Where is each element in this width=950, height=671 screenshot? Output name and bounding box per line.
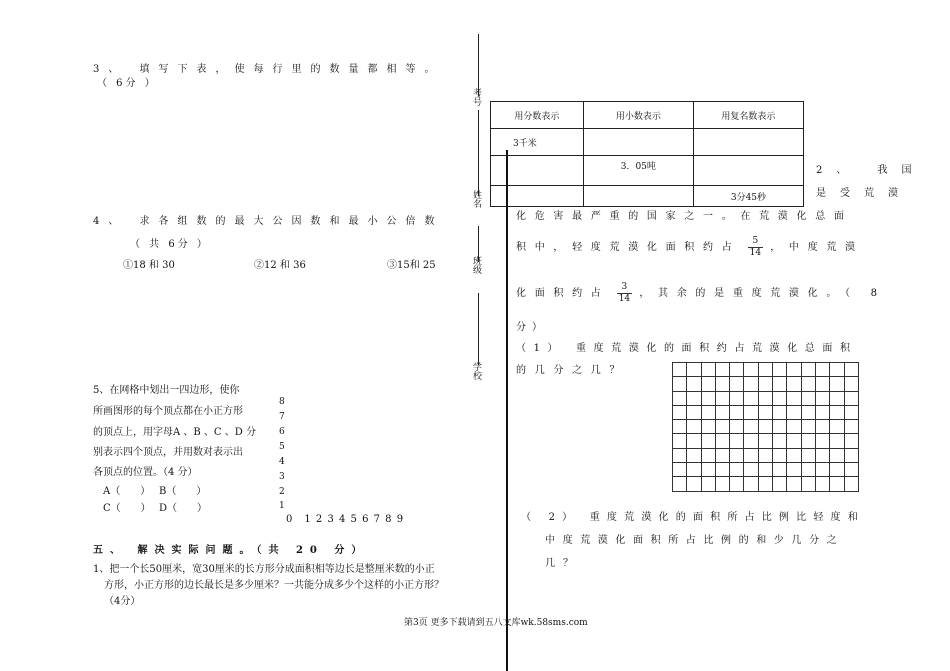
grid-cell bbox=[787, 405, 801, 419]
grid-cell bbox=[801, 363, 815, 377]
q2-line-3 bbox=[516, 282, 886, 305]
q4-item-1: ①18 和 30 bbox=[123, 260, 175, 271]
grid-cell bbox=[787, 477, 801, 491]
grid-cell bbox=[715, 477, 729, 491]
margin-line-2 bbox=[478, 110, 479, 196]
cell-r1-c3[interactable] bbox=[693, 129, 803, 156]
s5-q1-line-3: （4分） bbox=[104, 596, 141, 607]
grid-cell bbox=[715, 434, 729, 448]
grid-cell bbox=[715, 363, 729, 377]
grid-cell bbox=[815, 363, 829, 377]
grid-cell bbox=[830, 477, 844, 491]
grid-cell bbox=[715, 420, 729, 434]
q2-line-3-b: ，其余的是重度荒漠化。（ 8 bbox=[639, 288, 886, 299]
grid-cell bbox=[687, 434, 701, 448]
grid-cell bbox=[715, 463, 729, 477]
grid-cell bbox=[773, 448, 787, 462]
label-xuexiao: 学校 bbox=[471, 362, 481, 380]
grid-cell bbox=[744, 363, 758, 377]
grid-cell bbox=[701, 420, 715, 434]
grid-cell bbox=[787, 363, 801, 377]
q2-line-2 bbox=[516, 236, 864, 259]
x-ticks: 0 1 2 3 4 5 6 7 8 9 bbox=[286, 514, 405, 525]
q5-line-5: 各顶点的位置。（4 分） bbox=[93, 467, 198, 478]
q5-line-4: 别表示四个顶点，并用数对表示出 bbox=[93, 447, 243, 458]
grid-row bbox=[673, 420, 859, 434]
q2-sub2-b: 中度荒漠化面积所占比例的和少几分之 bbox=[545, 535, 845, 546]
grid-cell bbox=[844, 405, 858, 419]
grid-row bbox=[673, 463, 859, 477]
section5-title: 五、 解决实际问题。（共 20 分） bbox=[93, 545, 369, 556]
q4-item-2: ②12 和 36 bbox=[254, 260, 306, 271]
grid-cell bbox=[801, 477, 815, 491]
grid-cell bbox=[673, 448, 687, 462]
grid-cell bbox=[758, 477, 772, 491]
label-xingming: 姓名 bbox=[471, 190, 481, 208]
q4-title: 4、 求各组数的最大公因数和最小公倍数 bbox=[93, 216, 444, 227]
grid-cell bbox=[730, 448, 744, 462]
grid-cell bbox=[744, 463, 758, 477]
cell-r3-c3[interactable]: 3分45秒 bbox=[693, 186, 803, 207]
q3-score: （ 6分 ） bbox=[97, 78, 158, 89]
grid-cell bbox=[730, 405, 744, 419]
grid-row bbox=[673, 434, 859, 448]
grid-cell bbox=[701, 434, 715, 448]
grid-cell bbox=[801, 434, 815, 448]
grid-cell bbox=[758, 420, 772, 434]
q2-sub2-a: （ 2） 重度荒漠化的面积所占比例比轻度和 bbox=[521, 512, 865, 523]
grid-cell bbox=[844, 463, 858, 477]
y-tick-1: 1 bbox=[279, 501, 285, 511]
grid-cell bbox=[815, 405, 829, 419]
q2-head-2: 是受荒漠 bbox=[816, 188, 912, 199]
grid-cell bbox=[830, 420, 844, 434]
q3-table bbox=[490, 101, 804, 207]
grid-cell bbox=[758, 463, 772, 477]
y-tick-2: 2 bbox=[279, 487, 285, 497]
grid-cell bbox=[773, 420, 787, 434]
grid-cell bbox=[844, 377, 858, 391]
grid-cell bbox=[715, 448, 729, 462]
cell-r2-c3[interactable] bbox=[693, 156, 803, 186]
grid-cell bbox=[773, 377, 787, 391]
answer-grid bbox=[672, 362, 859, 492]
th-decimal: 用小数表示 bbox=[583, 102, 693, 129]
grid-cell bbox=[830, 405, 844, 419]
grid-cell bbox=[715, 377, 729, 391]
grid-row bbox=[673, 391, 859, 405]
grid-cell bbox=[744, 448, 758, 462]
grid-cell bbox=[701, 448, 715, 462]
grid-cell bbox=[744, 405, 758, 419]
grid-cell bbox=[673, 391, 687, 405]
grid-cell bbox=[687, 405, 701, 419]
grid-cell bbox=[744, 377, 758, 391]
th-compound: 用复名数表示 bbox=[693, 102, 803, 129]
frac2-den: 14 bbox=[618, 294, 631, 304]
grid-cell bbox=[844, 391, 858, 405]
y-tick-3: 3 bbox=[279, 472, 285, 482]
q2-line-3-a: 化面积约占 bbox=[516, 288, 610, 299]
grid-cell bbox=[687, 463, 701, 477]
grid-cell bbox=[730, 420, 744, 434]
frac1-den: 14 bbox=[749, 248, 762, 258]
grid-cell bbox=[787, 420, 801, 434]
grid-cell bbox=[787, 448, 801, 462]
grid-cell bbox=[830, 463, 844, 477]
grid-cell bbox=[815, 434, 829, 448]
y-tick-6: 6 bbox=[279, 427, 285, 437]
grid-cell bbox=[687, 448, 701, 462]
grid-cell bbox=[701, 477, 715, 491]
grid-cell bbox=[715, 405, 729, 419]
grid-cell bbox=[701, 405, 715, 419]
grid-cell bbox=[844, 434, 858, 448]
grid-cell bbox=[801, 391, 815, 405]
grid-cell bbox=[758, 448, 772, 462]
grid-cell bbox=[830, 391, 844, 405]
grid-cell bbox=[830, 363, 844, 377]
grid-cell bbox=[801, 448, 815, 462]
grid-cell bbox=[844, 420, 858, 434]
cell-r2-c1[interactable] bbox=[491, 156, 584, 186]
grid-cell bbox=[744, 420, 758, 434]
grid-cell bbox=[773, 434, 787, 448]
q4-item-3: ③15和 25 bbox=[387, 260, 436, 271]
cell-r1-c2[interactable] bbox=[583, 129, 693, 156]
grid-cell bbox=[801, 420, 815, 434]
q2-line-2-a: 积中，轻度荒漠化面积约占 bbox=[516, 242, 741, 253]
frac1-num: 5 bbox=[748, 236, 763, 248]
grid-cell bbox=[844, 477, 858, 491]
grid-cell bbox=[815, 477, 829, 491]
q5-line-2: 所画图形的每个顶点都在小正方形 bbox=[93, 406, 243, 417]
grid-cell bbox=[730, 434, 744, 448]
grid-cell bbox=[758, 434, 772, 448]
grid-cell bbox=[673, 434, 687, 448]
q5-answer-a: A（ ） bbox=[103, 486, 151, 497]
grid-cell bbox=[815, 420, 829, 434]
grid-cell bbox=[815, 391, 829, 405]
y-tick-7: 7 bbox=[279, 412, 285, 422]
grid-row bbox=[673, 377, 859, 391]
q2-sub2-c: 几？ bbox=[545, 558, 581, 569]
grid-cell bbox=[730, 391, 744, 405]
grid-cell bbox=[787, 434, 801, 448]
page-footer: 第3页 更多下载请到五八文库wk.58sms.com bbox=[404, 618, 588, 628]
th-fraction: 用分数表示 bbox=[491, 102, 584, 129]
grid-row bbox=[673, 448, 859, 462]
grid-cell bbox=[673, 463, 687, 477]
grid-cell bbox=[758, 405, 772, 419]
grid-cell bbox=[701, 463, 715, 477]
frac2-num: 3 bbox=[617, 282, 632, 294]
grid-cell bbox=[773, 405, 787, 419]
q2-line-1: 化危害最严重的国家之一。在荒漠化总面 bbox=[516, 211, 853, 222]
grid-row bbox=[673, 405, 859, 419]
q2-head-1: 2、 我国 bbox=[816, 165, 926, 176]
grid-cell bbox=[687, 477, 701, 491]
grid-cell bbox=[673, 405, 687, 419]
grid-cell bbox=[787, 377, 801, 391]
q5-answer-c: C（ ） bbox=[103, 503, 151, 514]
grid-cell bbox=[844, 448, 858, 462]
grid-cell bbox=[701, 377, 715, 391]
grid-cell bbox=[687, 420, 701, 434]
grid-cell bbox=[815, 463, 829, 477]
y-tick-4: 4 bbox=[279, 457, 285, 467]
grid-cell bbox=[744, 434, 758, 448]
grid-cell bbox=[730, 463, 744, 477]
grid-cell bbox=[730, 477, 744, 491]
grid-cell bbox=[730, 377, 744, 391]
grid-cell bbox=[773, 477, 787, 491]
grid-cell bbox=[715, 391, 729, 405]
fraction-3-14 bbox=[617, 282, 632, 305]
column-divider bbox=[506, 150, 508, 671]
grid-cell bbox=[773, 391, 787, 405]
q5-line-1: 5、在网格中划出一四边形，使你 bbox=[93, 385, 240, 396]
grid-cell bbox=[801, 405, 815, 419]
cell-r3-c1[interactable] bbox=[491, 186, 584, 207]
cell-r1-c1[interactable]: 3千米 bbox=[491, 129, 584, 156]
grid-cell bbox=[801, 377, 815, 391]
grid-cell bbox=[787, 463, 801, 477]
s5-q1-line-1: 1、把一个长50厘米，宽30厘米的长方形分成面积相等边长是整厘米数的小正 bbox=[93, 564, 435, 575]
grid-cell bbox=[773, 463, 787, 477]
label-kaohao: 考号 bbox=[471, 88, 481, 106]
fraction-5-14 bbox=[748, 236, 763, 259]
grid-cell bbox=[758, 377, 772, 391]
grid-cell bbox=[673, 420, 687, 434]
q2-line-4: 分） bbox=[516, 322, 548, 333]
grid-cell bbox=[758, 391, 772, 405]
grid-cell bbox=[830, 434, 844, 448]
grid-cell bbox=[673, 363, 687, 377]
grid-cell bbox=[673, 377, 687, 391]
label-banji: 班级 bbox=[471, 256, 481, 274]
margin-line-1 bbox=[478, 34, 479, 96]
grid-cell bbox=[730, 363, 744, 377]
grid-cell bbox=[773, 363, 787, 377]
grid-row bbox=[673, 477, 859, 491]
grid-cell bbox=[758, 363, 772, 377]
grid-cell bbox=[673, 477, 687, 491]
grid-cell bbox=[687, 377, 701, 391]
q5-answer-b: B（ ） bbox=[159, 486, 207, 497]
q4-score: （ 共 6分 ） bbox=[130, 239, 210, 250]
grid-cell bbox=[787, 391, 801, 405]
s5-q1-line-2: 方形，小正方形的边长最长是多少厘米？一共能分成多少个这样的小正方形？ bbox=[104, 580, 444, 591]
cell-r2-c2[interactable]: 3．05吨 bbox=[583, 156, 693, 186]
grid-cell bbox=[801, 463, 815, 477]
grid-cell bbox=[830, 448, 844, 462]
q2-line-2-b: ，中度荒漠 bbox=[770, 242, 864, 253]
grid-cell bbox=[815, 448, 829, 462]
y-tick-5: 5 bbox=[279, 442, 285, 452]
grid-cell bbox=[701, 363, 715, 377]
cell-r3-c2[interactable] bbox=[583, 186, 693, 207]
grid-cell bbox=[687, 363, 701, 377]
grid-row bbox=[673, 363, 859, 377]
grid-cell bbox=[744, 477, 758, 491]
grid-cell bbox=[815, 377, 829, 391]
q5-line-3: 的顶点上，用字母A 、B 、C 、D 分 bbox=[93, 427, 256, 438]
q3-title: 3、 填写下表，使每行里的数量都相等。 bbox=[93, 64, 444, 75]
y-tick-8: 8 bbox=[279, 397, 285, 407]
q5-answer-d: D（ ） bbox=[159, 503, 208, 514]
margin-line-4 bbox=[478, 293, 479, 365]
grid-cell bbox=[744, 391, 758, 405]
q2-sub1-b: 的几分之几？ bbox=[516, 365, 629, 376]
grid-cell bbox=[844, 363, 858, 377]
q2-sub1-a: （1） 重度荒漠化的面积约占荒漠化总面积 bbox=[516, 343, 858, 354]
grid-cell bbox=[830, 377, 844, 391]
grid-cell bbox=[701, 391, 715, 405]
grid-cell bbox=[687, 391, 701, 405]
